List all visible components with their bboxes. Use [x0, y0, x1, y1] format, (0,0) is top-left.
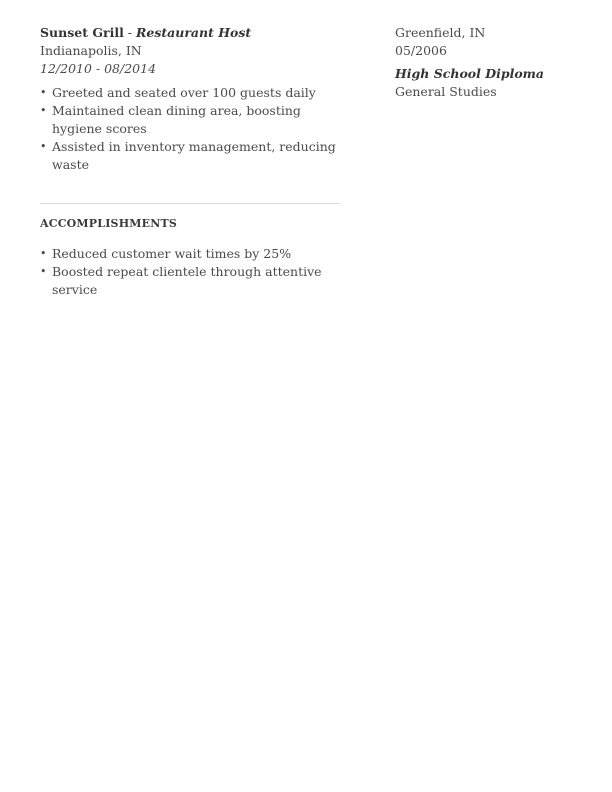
job-dates: 12/2010 - 08/2014 — [40, 61, 157, 76]
degree-name: High School Diploma — [395, 66, 544, 81]
list-item: • Boosted repeat clientele through attentive service — [40, 263, 340, 299]
section-divider — [40, 203, 340, 204]
list-item: • Assisted in inventory management, reducing waste — [40, 138, 340, 174]
section-heading-accomplishments: ACCOMPLISHMENTS — [40, 217, 178, 230]
list-item: • Reduced customer wait times by 25% — [40, 245, 340, 263]
field-of-study: General Studies — [395, 84, 497, 99]
job-title: Restaurant Host — [136, 25, 252, 40]
graduation-date: 05/2006 — [395, 43, 447, 58]
header-separator: - — [123, 25, 136, 40]
job-header — [40, 24, 340, 42]
job-location: Indianapolis, IN — [40, 43, 142, 58]
accomplishments-list — [40, 245, 340, 299]
school-location: Greenfield, IN — [395, 25, 486, 40]
job-bullets — [40, 84, 340, 174]
education-entry — [395, 24, 585, 101]
accomplishments-section — [40, 239, 340, 299]
employer-name: Sunset Grill — [40, 25, 124, 40]
experience-entry — [40, 24, 340, 174]
list-item: • Greeted and seated over 100 guests daily — [40, 84, 340, 102]
list-item: • Maintained clean dining area, boosting hygiene scores — [40, 102, 340, 138]
